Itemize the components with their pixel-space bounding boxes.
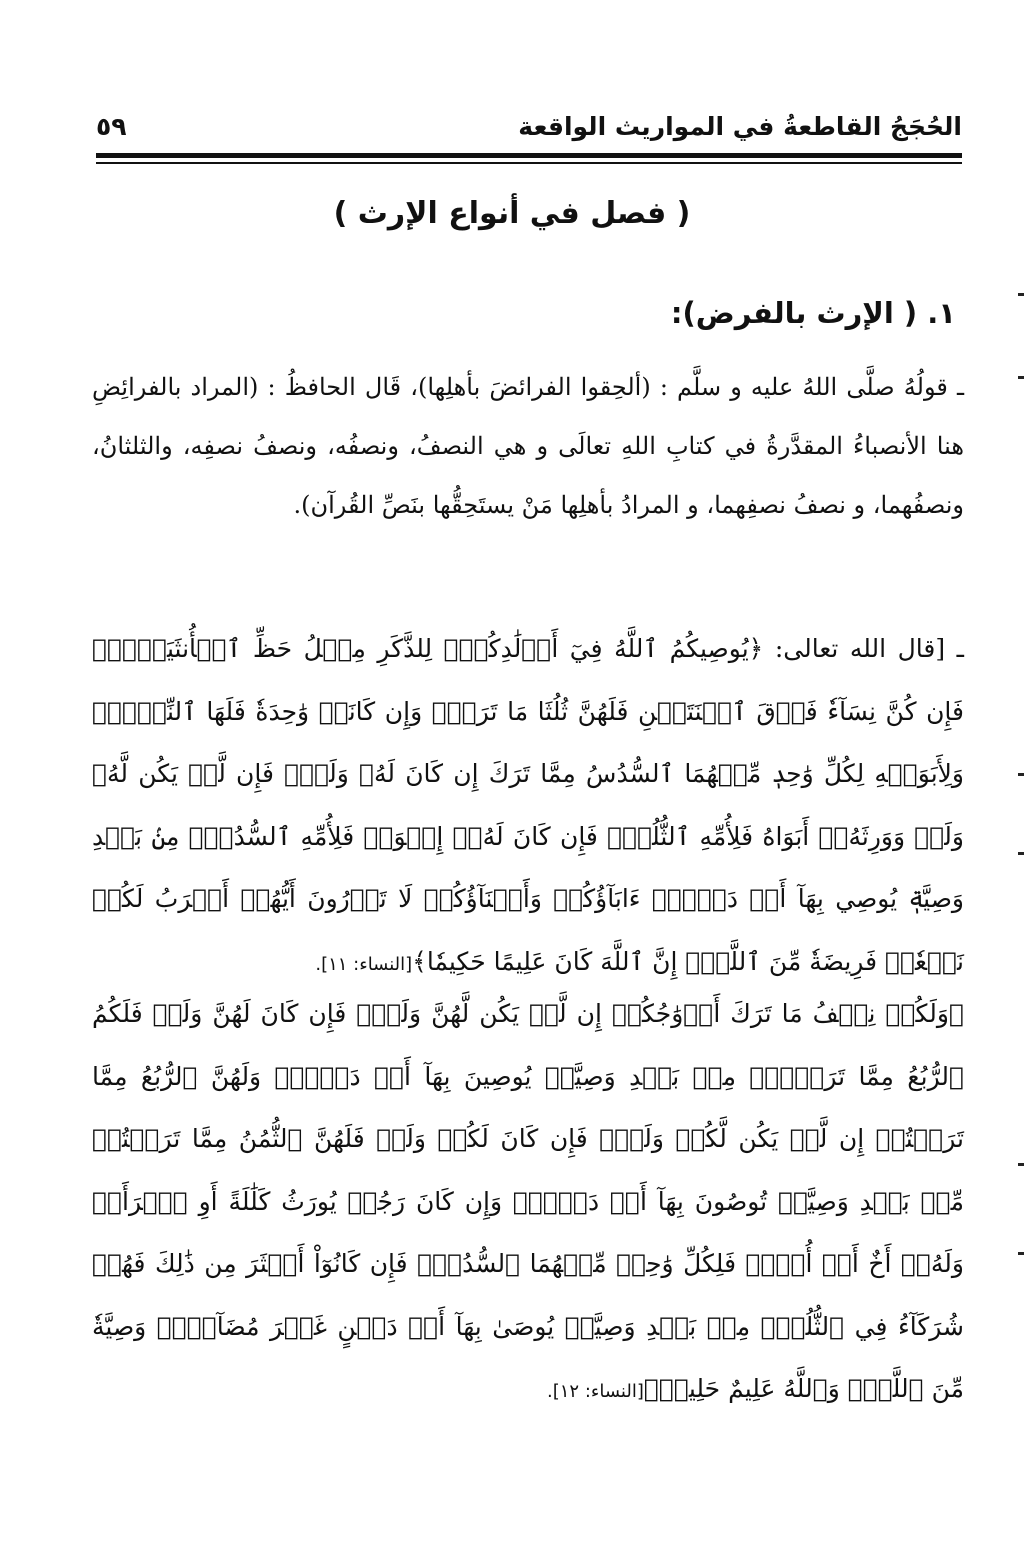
quran-verse-block — [92, 983, 964, 1424]
scan-edge-mark — [1018, 773, 1024, 776]
header-rule-thick — [96, 153, 962, 158]
verse-text: ﴿وَلَكُمۡ نِصۡفُ مَا تَرَكَ أَزۡوَٰجُكُمۡ إِن لَّمۡ يَكُن لَّهُنَّ وَلَدٞۚ فَإِن كَانَ لَهُنَّ وَلَدٞ فَلَكُمُ ٱلرُّبُعُ مِمَّا تَرَكۡنَۚ مِنۢ بَعۡدِ وَصِيَّةٖ يُوصِينَ بِهَآ أَوۡ دَيۡنٖۚ وَلَهُنَّ ٱلرُّبُعُ مِمَّا تَرَكۡتُمۡ إِن لَّمۡ يَكُن لَّكُمۡ وَلَدٞۚ فَإِن كَانَ لَكُمۡ وَلَدٞ فَلَهُنَّ ٱلثُّمُنُ مِمَّا تَرَكۡتُمۚ مِّنۢ بَعۡدِ وَصِيَّةٖ تُوصُونَ بِهَآ أَوۡ دَيۡنٖۗ وَإِن كَانَ رَجُلٞ يُورَثُ كَلَٰلَةً أَوِ ٱمۡرَأَةٞ وَلَهُۥٓ أَخٌ أَوۡ أُخۡتٞ فَلِكُلِّ وَٰحِدٖ مِّنۡهُمَا ٱلسُّدُسُۚ فَإِن كَانُوٓاْ أَكۡثَرَ مِن ذَٰلِكَ فَهُمۡ شُرَكَآءُ فِي ٱلثُّلُثِۚ مِنۢ بَعۡدِ وَصِيَّةٖ يُوصَىٰ بِهَآ أَوۡ دَيۡنٍ غَيۡرَ مُضَآرّٖۚ وَصِيَّةٗ مِّنَ ٱللَّهِۗ وَٱللَّهُ عَلِيمٌ حَلِيمٞ﴾ — [92, 999, 964, 1403]
scan-edge-mark — [1018, 293, 1024, 296]
verse-text: ﴿يُوصِيكُمُ ٱللَّهُ فِيٓ أَوۡلَٰدِكُمۡۖ لِلذَّكَرِ مِثۡلُ حَظِّ ٱلۡأُنثَيَيۡنِۚ فَإِن كُنَّ نِسَآءٗ فَوۡقَ ٱثۡنَتَيۡنِ فَلَهُنَّ ثُلُثَا مَا تَرَكَۖ وَإِن كَانَتۡ وَٰحِدَةٗ فَلَهَا ٱلنِّصۡفُۚ وَلِأَبَوَيۡهِ لِكُلِّ وَٰحِدٖ مِّنۡهُمَا ٱلسُّدُسُ مِمَّا تَرَكَ إِن كَانَ لَهُۥ وَلَدٞۚ فَإِن لَّمۡ يَكُن لَّهُۥ وَلَدٞ وَوَرِثَهُۥٓ أَبَوَاهُ فَلِأُمِّهِ ٱلثُّلُثُۚ فَإِن كَانَ لَهُۥٓ إِخۡوَةٞ فَلِأُمِّهِ ٱلسُّدُسُۚ مِنۢ بَعۡدِ وَصِيَّةٖ يُوصِي بِهَآ أَوۡ دَيۡنٍۗ ءَابَآؤُكُمۡ وَأَبۡنَآؤُكُمۡ لَا تَدۡرُونَ أَيُّهُمۡ أَقۡرَبُ لَكُمۡ نَفۡعٗاۚ فَرِيضَةٗ مِّنَ ٱللَّهِۗ إِنَّ ٱللَّهَ كَانَ عَلِيمًا حَكِيمٗا﴾ — [92, 634, 964, 976]
header-rule-thin — [96, 162, 962, 164]
scan-edge-mark — [1018, 376, 1024, 379]
verse-intro: ـ [قال الله تعالى: — [763, 634, 964, 663]
chapter-title: ( فصل في أنواع الإرث ) — [333, 196, 691, 231]
scan-edge-mark — [1018, 1252, 1024, 1255]
book-title: الحُجَجُ القاطعةُ في المواريث الواقعة — [518, 112, 962, 141]
quran-verse-block — [92, 618, 964, 996]
running-header — [96, 108, 962, 152]
hadith-paragraph: ـ قولُهُ صلَّى اللهُ عليه و سلَّم : (ألحِقوا الفرائضَ بأهلِها)، قَال الحافظُ : (المراد بالفرائِضِ هنا الأنصباءُ المقدَّرةُ في كتابِ اللهِ تعالَى و هي النصفُ، ونصفُه، ونصفُ نصفِه، والثلثانُ، ونصفُهما، و نصفُ نصفِهما، و المرادُ بأهلِها مَنْ يستَحِقُّها بنَصِّ القُرآن). — [92, 373, 964, 519]
scan-edge-mark — [1018, 852, 1024, 855]
verse-reference: [النساء: ١٢]. — [547, 1381, 644, 1402]
page-number: ٥٩ — [96, 112, 127, 141]
scan-edge-mark — [1018, 1163, 1024, 1166]
verse-reference: [النساء: ١١]. — [315, 953, 413, 975]
section-heading: ١. ( الإرث بالفرض): — [670, 296, 956, 330]
